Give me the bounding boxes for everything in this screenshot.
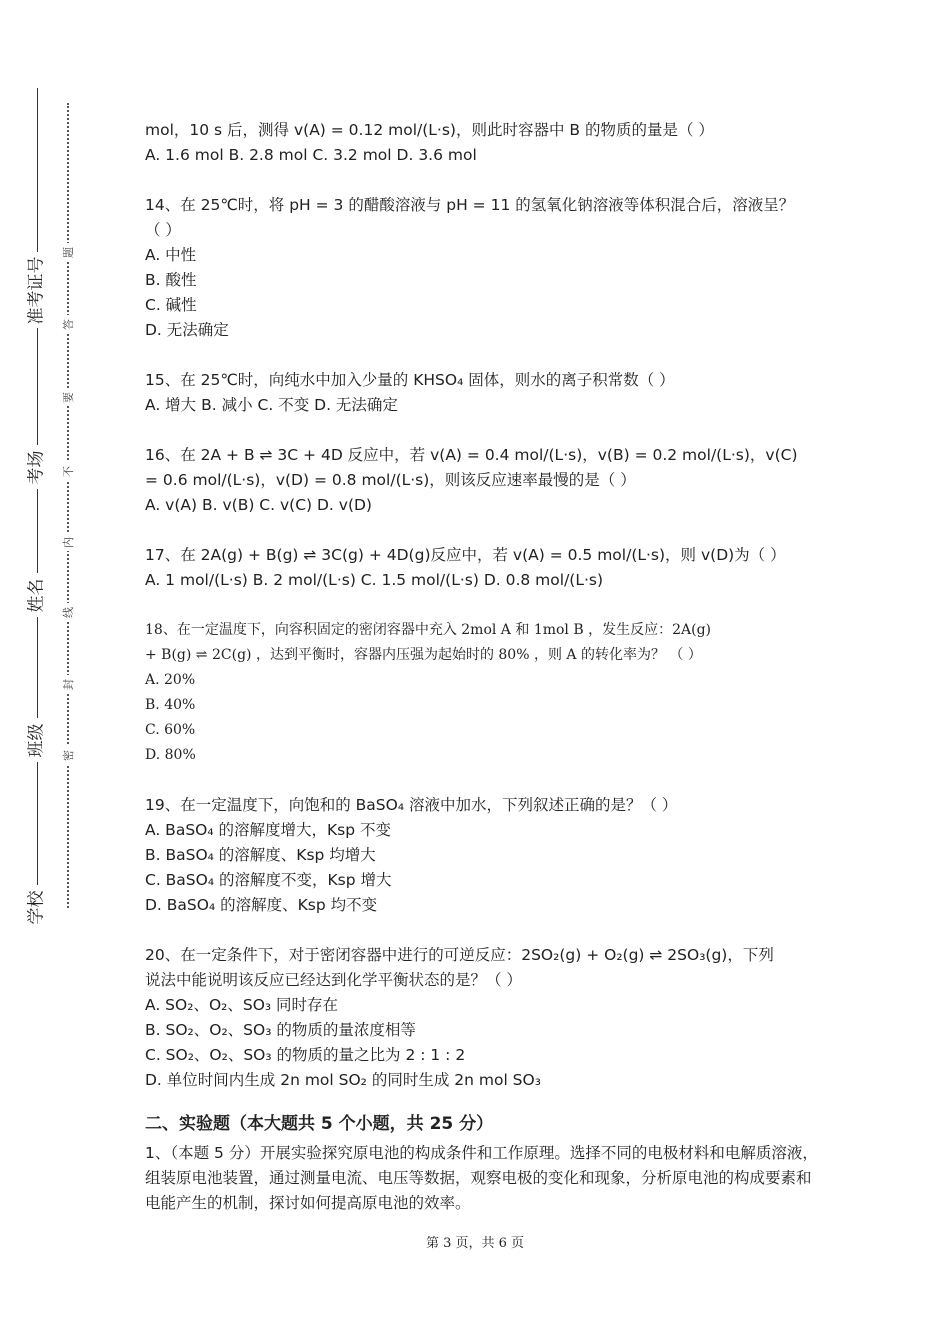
section-heading: 二、实验题（本大题共 5 个小题，共 25 分） [145, 1114, 494, 1134]
option-d: D. BaSO₄ 的溶解度、Ksp 均不变 [145, 896, 378, 914]
option-d: D. 80% [145, 747, 196, 763]
seal-mark: 不 [59, 462, 77, 480]
question-stem: + B(g) ⇌ 2C(g) ，达到平衡时，容器内压强为起始时的 80% ，则 A 的转化率为？ （ ） [145, 647, 702, 663]
binding-solid-line [37, 88, 38, 915]
option-b: B. 40% [145, 697, 196, 713]
option-b: B. BaSO₄ 的溶解度、Ksp 均增大 [145, 846, 376, 864]
question-options: A. 1.6 mol B. 2.8 mol C. 3.2 mol D. 3.6 mol [145, 146, 477, 164]
option-b: B. SO₂、O₂、SO₃ 的物质的量浓度相等 [145, 1021, 416, 1039]
question-stem: 15、在 25℃时，向纯水中加入少量的 KHSO₄ 固体，则水的离子积常数（ ） [145, 371, 675, 389]
seal-mark: 封 [59, 675, 77, 693]
binding-field-class: 班级 [20, 718, 54, 762]
question-19 [145, 793, 820, 918]
question-stem: mol，10 s 后，测得 v(A) = 0.12 mol/(L·s)，则此时容器中 B 的物质的量是（ ） [145, 121, 714, 139]
option-c: C. 碱性 [145, 296, 197, 314]
question-stem: = 0.6 mol/(L·s)，v(D) = 0.8 mol/(L·s)，则该反应速率最慢的是（ ） [145, 471, 636, 489]
question-17 [145, 543, 820, 593]
question-options: A. v(A) B. v(B) C. v(C) D. v(D) [145, 496, 372, 514]
question-18 [145, 618, 820, 768]
question-16 [145, 443, 820, 518]
option-a: A. 中性 [145, 246, 197, 264]
seal-mark: 答 [59, 315, 77, 333]
question-options: A. 1 mol/(L·s) B. 2 mol/(L·s) C. 1.5 mol/(L·s) D. 0.8 mol/(L·s) [145, 571, 604, 589]
question-20 [145, 943, 820, 1093]
question-stem: 17、在 2A(g) + B(g) ⇌ 3C(g) + 4D(g)反应中，若 v(A) = 0.5 mol/(L·s)，则 v(D)为（ ） [145, 546, 786, 564]
question-stem: 20、在一定条件下，对于密闭容器中进行的可逆反应：2SO₂(g) + O₂(g) ⇌ 2SO₃(g)，下列 [145, 946, 774, 964]
seal-mark: 题 [59, 243, 77, 261]
option-c: C. BaSO₄ 的溶解度不变，Ksp 增大 [145, 871, 392, 889]
experiment-question-1: 1、（本题 5 分）开展实验探究原电池的构成条件和工作原理。选择不同的电极材料和电解质溶液，组装原电池装置，通过测量电流、电压等数据，观察电极的变化和现象，分析原电池的构成要素和电能产生的机制，探讨如何提高原电池的效率。 [145, 1144, 818, 1212]
question-stem: 14、在 25℃时，将 pH = 3 的醋酸溶液与 pH = 11 的氢氧化钠溶液等体积混合后，溶液呈？ [145, 196, 795, 214]
seal-mark: 内 [59, 533, 77, 551]
seal-mark: 要 [59, 388, 77, 406]
binding-field-exam-number: 准考证号 [20, 252, 54, 328]
question-13-continued [145, 118, 820, 168]
option-b: B. 酸性 [145, 271, 197, 289]
option-d: D. 单位时间内生成 2n mol SO₂ 的同时生成 2n mol SO₃ [145, 1071, 541, 1089]
seal-mark: 密 [59, 746, 77, 764]
question-stem: 19、在一定温度下，向饱和的 BaSO₄ 溶液中加水，下列叙述正确的是？（ ） [145, 796, 678, 814]
question-options: A. 增大 B. 减小 C. 不变 D. 无法确定 [145, 396, 398, 414]
binding-dotted-line [67, 103, 69, 908]
option-a: A. BaSO₄ 的溶解度增大，Ksp 不变 [145, 821, 392, 839]
question-14 [145, 193, 820, 343]
option-c: C. 60% [145, 722, 196, 738]
option-d: D. 无法确定 [145, 321, 229, 339]
question-15 [145, 368, 820, 418]
page-number: 第 3 页，共 6 页 [425, 1236, 525, 1251]
option-a: A. 20% [145, 672, 196, 688]
question-stem: （ ） [145, 221, 181, 239]
binding-field-school: 学校 [20, 885, 54, 929]
question-stem: 说法中能说明该反应已经达到化学平衡状态的是？（ ） [145, 971, 522, 989]
seal-mark: 线 [59, 603, 77, 621]
binding-field-name: 姓名 [20, 573, 54, 617]
binding-field-exam-room: 考场 [20, 445, 54, 489]
question-stem: 16、在 2A + B ⇌ 3C + 4D 反应中，若 v(A) = 0.4 mol/(L·s)，v(B) = 0.2 mol/(L·s)，v(C) [145, 446, 798, 464]
option-a: A. SO₂、O₂、SO₃ 同时存在 [145, 996, 339, 1014]
page-content [145, 118, 820, 1216]
option-c: C. SO₂、O₂、SO₃ 的物质的量之比为 2 : 1 : 2 [145, 1046, 466, 1064]
question-stem: 18、在一定温度下，向容积固定的密闭容器中充入 2mol A 和 1mol B ，发生反应：2A(g) [145, 622, 711, 638]
